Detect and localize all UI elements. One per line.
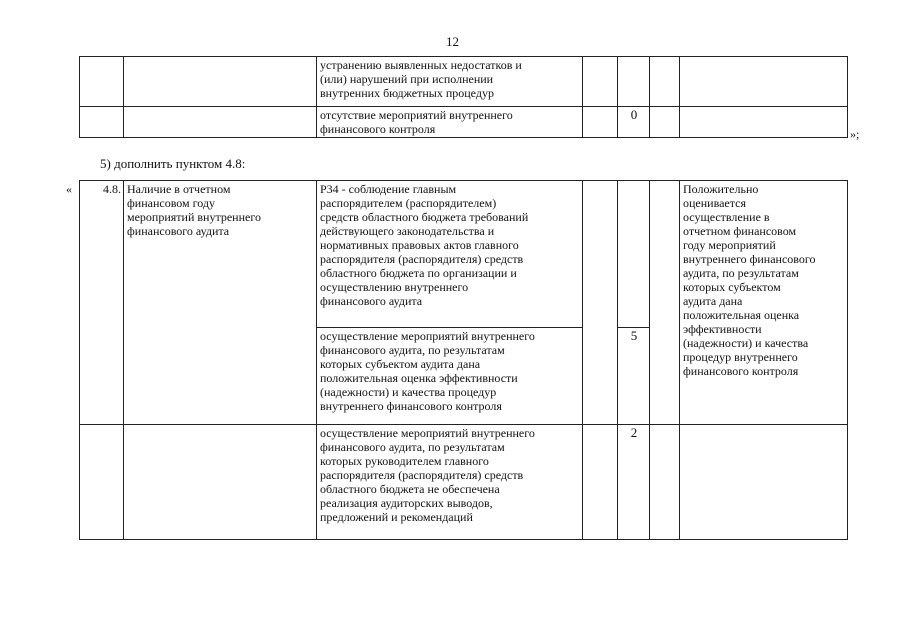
table-row	[80, 57, 848, 107]
table-cell	[124, 425, 317, 540]
option-b-text: осуществление мероприятий внутреннего финансового аудита, по результатам которых руководителем главного распорядителя (распорядителя) средств областного бюджета не обеспечена реализация аудиторских выводов, предложений и рекомендаций	[317, 425, 583, 540]
top-table	[79, 56, 848, 138]
table-row	[80, 107, 848, 138]
table-cell	[583, 181, 618, 425]
table-cell	[80, 107, 124, 138]
table-cell	[80, 425, 124, 540]
criterion-text: устранению выявленных недостатков и (или) нарушений при исполнении внутренних бюджетных процедур	[317, 57, 583, 107]
table-cell	[650, 181, 680, 425]
option-a-score: 5	[618, 328, 650, 425]
table-cell	[650, 425, 680, 540]
indicator-name: Наличие в отчетном финансовом году мероприятий внутреннего финансового аудита	[124, 181, 317, 425]
table-cell	[650, 107, 680, 138]
section-heading: 5) дополнить пунктом 4.8:	[100, 156, 246, 171]
criterion-text: отсутствие мероприятий внутреннего финансового контроля	[317, 107, 583, 138]
page-number: 12	[446, 34, 459, 49]
table-cell	[80, 57, 124, 107]
closing-quote: »;	[850, 127, 860, 141]
option-b-score: 2	[618, 425, 650, 540]
option-a-text: осуществление мероприятий внутреннего финансового аудита, по результатам которых субъектом аудита дана положительная оценка эффективности (надежности) и качества процедур внутреннего финансового контроля	[317, 328, 583, 425]
table-cell	[618, 181, 650, 328]
bottom-table	[79, 180, 848, 540]
criterion-main: P34 - соблюдение главным распорядителем (распорядителем) средств областного бюджета требований действующего законодательства и нормативных правовых актов главного распорядителя (распорядителя) средств областного бюджета по организации и осуществлению внутреннего финансового аудита	[317, 181, 583, 328]
table-row	[80, 425, 848, 540]
opening-quote: «	[66, 182, 72, 196]
item-number: 4.8.	[80, 181, 124, 425]
table-cell	[650, 57, 680, 107]
table-cell	[583, 57, 618, 107]
table-cell	[680, 425, 848, 540]
table-cell	[583, 107, 618, 138]
score-cell	[618, 57, 650, 107]
table-row	[80, 181, 848, 328]
score-cell: 0	[618, 107, 650, 138]
comment-cell: Положительно оценивается осуществление в отчетном финансовом году мероприятий внутреннего финансового аудита, по результатам которых субъектом аудита дана положительная оценка эффективности (надежности) и качества процедур внутреннего финансового контроля	[680, 181, 848, 425]
table-cell	[680, 107, 848, 138]
table-cell	[124, 107, 317, 138]
table-cell	[680, 57, 848, 107]
table-cell	[124, 57, 317, 107]
table-cell	[583, 425, 618, 540]
